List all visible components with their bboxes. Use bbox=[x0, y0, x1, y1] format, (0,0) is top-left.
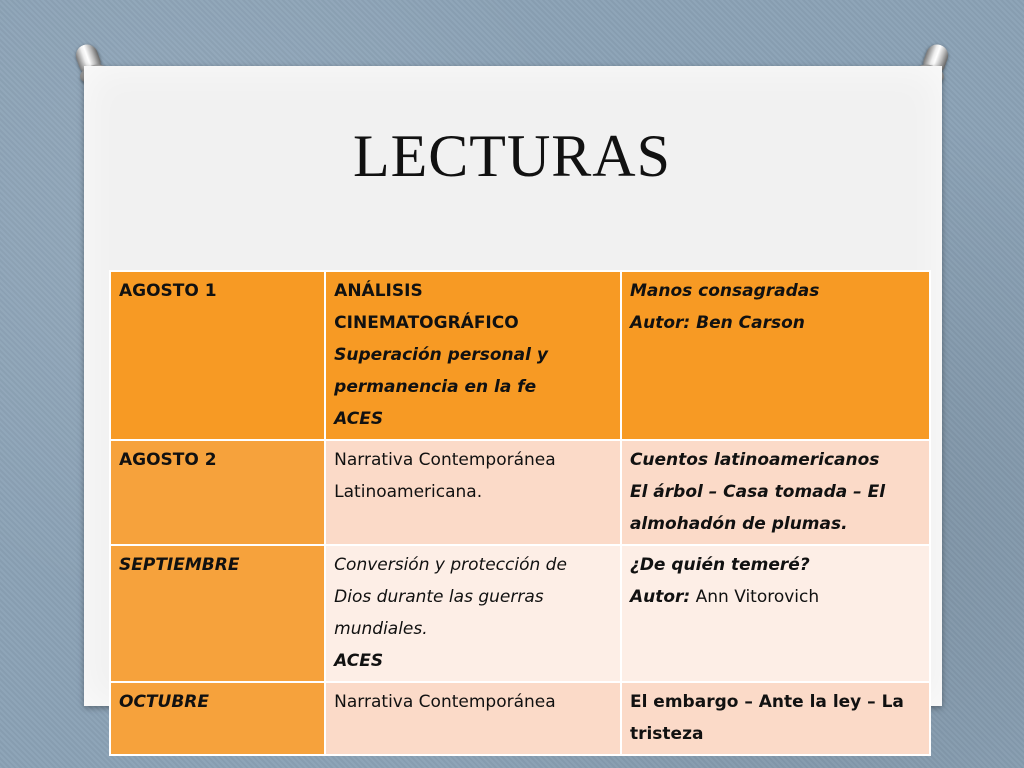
month-cell: AGOSTO 1 bbox=[110, 271, 325, 440]
readings-table bbox=[109, 270, 931, 756]
reading-cell: El embargo – Ante la ley – La tristeza bbox=[621, 682, 930, 755]
month-cell: SEPTIEMBRE bbox=[110, 545, 325, 682]
reading-cell: ¿De quién temeré? Autor: Ann Vitorovich bbox=[621, 545, 930, 682]
table-row bbox=[110, 271, 930, 440]
table-row bbox=[110, 545, 930, 682]
reading-cell: Manos consagradas Autor: Ben Carson bbox=[621, 271, 930, 440]
table-row bbox=[110, 440, 930, 545]
topic-cell: Narrativa Contemporánea Latinoamericana. bbox=[325, 440, 621, 545]
month-cell: AGOSTO 2 bbox=[110, 440, 325, 545]
slide-title: LECTURAS bbox=[352, 123, 672, 189]
month-cell: OCTUBRE bbox=[110, 682, 325, 755]
reading-cell: Cuentos latinoamericanos El árbol – Casa tomada – El almohadón de plumas. bbox=[621, 440, 930, 545]
topic-cell: ANÁLISIS CINEMATOGRÁFICO Superación personal y permanencia en la fe ACES bbox=[325, 271, 621, 440]
topic-cell: Narrativa Contemporánea bbox=[325, 682, 621, 755]
table-row bbox=[110, 682, 930, 755]
topic-cell: Conversión y protección de Dios durante las guerras mundiales. ACES bbox=[325, 545, 621, 682]
